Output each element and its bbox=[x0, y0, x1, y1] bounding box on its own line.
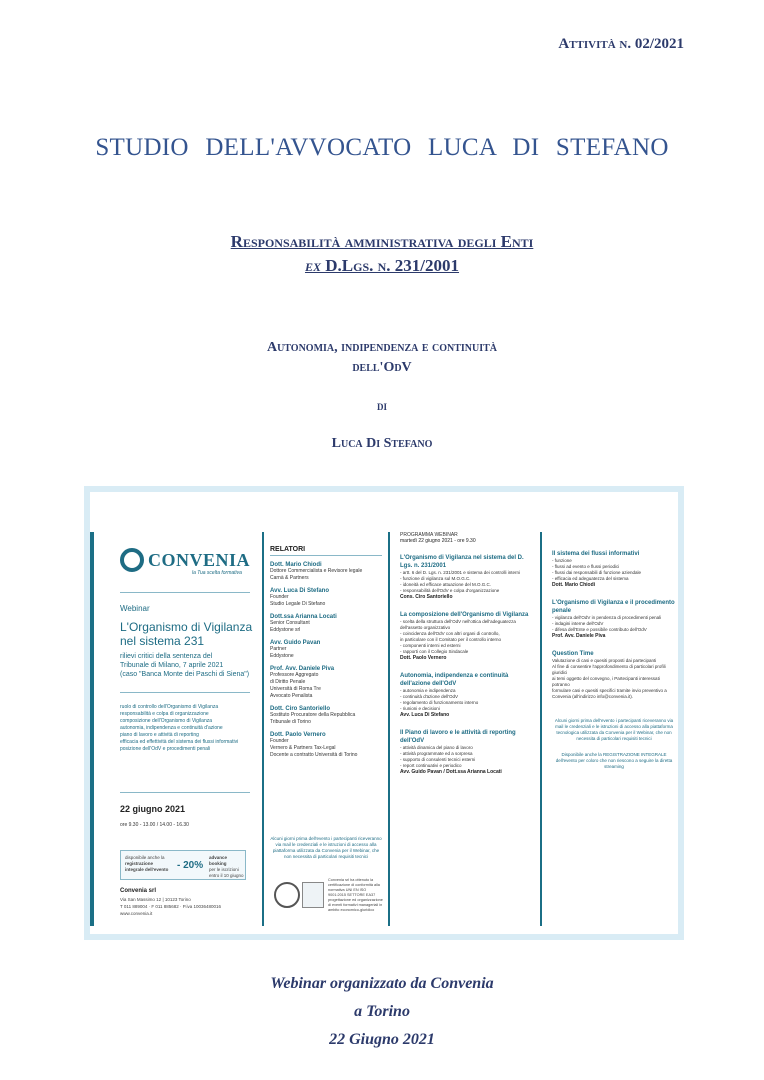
speaker-name: Dott. Mario Chiodi bbox=[270, 562, 322, 568]
webinar-date: 22 giugno 2021 bbox=[120, 804, 186, 814]
session-title: La composizione dell'Organismo di Vigilanza bbox=[400, 612, 529, 618]
promo-percent: - 20% bbox=[177, 860, 204, 871]
program-date: martedì 22 giugno 2021 - ore 9.30 bbox=[400, 538, 476, 544]
session-item: - scelta della struttura dell'OdV nell'ottica dell'adeguatezza bbox=[400, 619, 516, 624]
speakers-list bbox=[270, 562, 382, 759]
webinar-subtitle bbox=[120, 652, 249, 679]
session-speaker: Dott. Paolo Vernero bbox=[400, 655, 447, 661]
speakers-column bbox=[270, 546, 382, 759]
certification-seal bbox=[274, 882, 300, 908]
session-item: - flussi dai responsabili di funzione aziendale bbox=[552, 570, 642, 575]
company-web: www.convenia.it bbox=[120, 911, 153, 916]
topic-7: posizione dell'OdV e procedimenti penali bbox=[120, 746, 211, 752]
session-title: Il Piano di lavoro e le attività di reporting dell'OdV bbox=[400, 730, 516, 744]
subject-heading bbox=[0, 230, 764, 278]
flyer-separator bbox=[120, 592, 250, 593]
session-item: - idoneità ed efficace attuazione del M.O.G.C. bbox=[400, 582, 491, 587]
topic-6: efficacia ed effettività del sistema dei flussi informativi bbox=[120, 739, 239, 745]
speaker-role: Docente a contratto Università di Torino bbox=[270, 752, 358, 758]
access-note: Alcuni giorni prima dell'evento i partecipanti riceveranno via mail le credenziali e le istruzioni di accesso alla piattaforma utilizzata da Convenia per il Webinar, che non necessita di particolari requisiti tecnici bbox=[270, 836, 382, 859]
speaker-name: Avv. Luca Di Stefano bbox=[270, 588, 330, 594]
session-item: - supporto di consulenti tecnici esterni bbox=[400, 757, 476, 762]
by-label: di bbox=[376, 398, 387, 413]
footer-line-1: Webinar organizzato da Convenia bbox=[270, 975, 494, 992]
session-item: - funzione di vigilanza sul M.O.G.C. bbox=[400, 576, 471, 581]
session-title: Question Time bbox=[552, 651, 594, 657]
promo-left-2: registrazione bbox=[125, 861, 154, 866]
flyer-left-bar bbox=[90, 532, 94, 926]
session-speaker: Avv. Luca Di Stefano bbox=[400, 712, 450, 718]
promo-right-2: per le iscrizioni bbox=[209, 867, 239, 872]
speaker-role: Partner bbox=[270, 646, 287, 652]
promo-right-1: advance booking bbox=[209, 855, 228, 866]
session-item: - indagini interne dell'OdV bbox=[552, 621, 604, 626]
session-item: - flussi ad evento e flussi periodici bbox=[552, 564, 620, 569]
webinar-hours: ore 9.30 - 13.00 / 14.00 - 16.30 bbox=[120, 822, 189, 828]
convenia-brand: CONVENIA bbox=[148, 550, 251, 570]
promo-left bbox=[125, 855, 171, 873]
speaker-role: Dottore Commercialista e Revisore legale bbox=[270, 568, 363, 574]
session-item: - coincidenza dell'OdV con altri organi di controllo, bbox=[400, 631, 500, 636]
subject-line-2 bbox=[305, 256, 459, 275]
session-item: - responsabilità dell'OdV e colpa d'organizzazione bbox=[400, 588, 500, 593]
speaker-role: Founder bbox=[270, 594, 289, 600]
session-item: formulare casi e quesiti specifici tramite invio preventivo a bbox=[552, 688, 667, 693]
program-list bbox=[400, 554, 532, 776]
speaker-role: Professore Aggregato bbox=[270, 672, 319, 678]
author-name: Luca Di Stefano bbox=[331, 436, 433, 451]
webinar-sub-3: (caso "Banca Monte dei Paschi di Siena") bbox=[120, 671, 250, 678]
program-column-right bbox=[552, 540, 676, 770]
company-phones: T 011 889004 · F 011 885682 · P.iva 10036480016 bbox=[120, 904, 221, 909]
session-item: - artt. 6 del D. Lgs. n. 231/2001 e sistema dei controlli interni bbox=[400, 570, 521, 575]
session-item: - efficacia ed adeguatezza del sistema bbox=[552, 576, 629, 581]
topic-5: piano di lavoro e attività di reporting bbox=[120, 732, 199, 738]
session-title: Il sistema dei flussi informativi bbox=[552, 551, 640, 557]
speaker-role: Carnà & Partners bbox=[270, 575, 309, 581]
topic-2: responsabilità e colpa di organizzazione bbox=[120, 711, 209, 717]
session-item: dell'assetto organizzativo bbox=[400, 625, 451, 630]
topic-3: composizione dell'Organismo di Vigilanza bbox=[120, 718, 213, 724]
speaker-role: di Diritto Penale bbox=[270, 679, 306, 685]
session-item: - funzione bbox=[552, 558, 572, 563]
footer-line-2: a Torino bbox=[354, 1003, 410, 1020]
session-item: - attività programmate ed a sorpresa bbox=[400, 751, 473, 756]
promo-left-1: disponibile anche la bbox=[125, 855, 165, 860]
convenia-logo bbox=[120, 548, 270, 580]
right-access-note: Alcuni giorni prima dell'evento i partecipanti riceveranno via mail le credenziali e le istruzioni di accesso alla piattaforma tecnologica utilizzata da Convenia per il Webinar, che non necessita di particolari requisiti tecnici bbox=[554, 718, 674, 741]
speaker-name: Dott.ssa Arianna Locati bbox=[270, 614, 337, 620]
speaker-name: Prof. Avv. Daniele Piva bbox=[270, 666, 335, 672]
webinar-flyer bbox=[84, 486, 684, 940]
topic-line-2: dell'OdV bbox=[352, 360, 412, 375]
flyer-divider-1 bbox=[262, 532, 264, 926]
program-column bbox=[400, 532, 532, 776]
flyer-separator-2 bbox=[120, 692, 250, 693]
webinar-sub-2: Tribunale di Milano, 7 aprile 2021 bbox=[120, 662, 224, 669]
promo-box bbox=[120, 850, 246, 880]
company-address: Via San Massimo 12 | 10123 Torino bbox=[120, 897, 191, 902]
promo-right bbox=[209, 855, 245, 879]
webinar-title bbox=[120, 620, 252, 648]
webinar-topics bbox=[120, 704, 238, 753]
promo-right-3: entro il 10 giugno bbox=[209, 873, 244, 878]
session-speaker: Dott. Mario Chiodi bbox=[552, 582, 596, 588]
promo-left-3: integrale dell'evento bbox=[125, 867, 169, 872]
convenia-tagline: la Tua scelta formativa bbox=[192, 570, 242, 576]
webinar-label: Webinar bbox=[120, 604, 150, 613]
session-item: - regolamento di funzionamento interno bbox=[400, 700, 479, 705]
company-name: Convenia srl bbox=[120, 888, 157, 894]
speaker-role: Avvocato Penalista bbox=[270, 693, 313, 699]
session-title: Autonomia, indipendenza e continuità dell'azione dell'OdV bbox=[400, 673, 509, 687]
topic-4: autonomia, indipendenza e continuità d'azione bbox=[120, 725, 223, 731]
session-item: Valutazione di casi e quesiti proposti dai partecipanti bbox=[552, 658, 657, 663]
session-title: L'Organismo di Vigilanza nel sistema del D. Lgs. n. 231/2001 bbox=[400, 555, 524, 569]
flyer-separator-3 bbox=[120, 792, 250, 793]
activity-number: Attività n. 02/2021 bbox=[558, 36, 684, 52]
program-right-list bbox=[552, 550, 676, 700]
session-item: Al fine di consentire l'approfondimento di particolari profili giuridici bbox=[552, 664, 666, 675]
footer-line-3: 22 Giugno 2021 bbox=[329, 1031, 435, 1048]
subject-ex: ex bbox=[304, 256, 321, 275]
session-item: ai temi oggetto del convegno, i Partecipanti interessati potranno bbox=[552, 676, 660, 687]
speaker-name: Avv. Guido Pavan bbox=[270, 640, 321, 646]
session-item: in particolare con il Comitato per il controllo interno bbox=[400, 637, 502, 642]
certification-note: Convenia srl ha ottenuto la certificazione di conformità alla normativa UNI EN ISO 9001:2015 SETTORE EA37 progettazione ed organizzazione di eventi formativi manageriali in ambito economico-giuridico bbox=[328, 878, 383, 912]
session-item: - vigilanza dell'OdV in pendenza di procedimenti penali bbox=[552, 615, 662, 620]
speaker-role: Sostituto Procuratore della Repubblica bbox=[270, 712, 356, 718]
speaker-role: Eddystone srl bbox=[270, 627, 301, 633]
subject-line-1: Responsabilità amministrativa degli Enti bbox=[230, 232, 534, 251]
topic-line-1: Autonomia, indipendenza e continuità bbox=[266, 340, 498, 355]
convenia-logo-icon bbox=[120, 548, 144, 572]
speaker-role: Founder bbox=[270, 738, 289, 744]
speaker-name: Dott. Paolo Vernero bbox=[270, 732, 326, 738]
program-label: PROGRAMMA WEBINAR bbox=[400, 532, 458, 538]
right-recording-note: Disponibile anche la REGISTRAZIONE INTEGRALE dell'evento per coloro che non riescono a seguire la diretta streaming bbox=[555, 752, 673, 769]
session-speaker: Cons. Ciro Santoriello bbox=[400, 594, 453, 600]
session-item: - autonomia e indipendenza bbox=[400, 688, 456, 693]
session-item: - attività dinamica del piano di lavoro bbox=[400, 745, 473, 750]
speaker-name: Dott. Ciro Santoriello bbox=[270, 706, 330, 712]
topic-heading bbox=[0, 338, 764, 378]
session-speaker: Avv. Guido Pavan / Dott.ssa Arianna Locati bbox=[400, 769, 502, 775]
speaker-role: Eddystone bbox=[270, 653, 294, 659]
session-item: - componenti interni ed esterni bbox=[400, 643, 461, 648]
studio-heading: STUDIO DELL'AVVOCATO LUCA DI STEFANO bbox=[95, 134, 669, 161]
session-title: L'Organismo di Vigilanza e il procedimento penale bbox=[552, 600, 675, 614]
webinar-sub-1: rilievi critici della sentenza del bbox=[120, 653, 213, 660]
session-item: - rapporti con il Collegio Sindacale bbox=[400, 649, 469, 654]
flyer-divider-2 bbox=[388, 532, 390, 926]
speaker-role: Università di Roma Tre bbox=[270, 686, 321, 692]
session-item: - continuità d'azione dell'OdV bbox=[400, 694, 459, 699]
speaker-role: Vernero & Partners Tax-Legal bbox=[270, 745, 336, 751]
session-item: - difesa dell'Ente e possibile contributo dell'OdV bbox=[552, 627, 647, 632]
session-speaker: Prof. Avv. Daniele Piva bbox=[552, 633, 606, 639]
flyer-divider-3 bbox=[540, 532, 542, 926]
speaker-role: Studio Legale Di Stefano bbox=[270, 601, 326, 607]
speakers-title: RELATORI bbox=[270, 546, 382, 556]
webinar-title-2: nel sistema 231 bbox=[120, 634, 205, 648]
subject-law: D.Lgs. n. 231/2001 bbox=[321, 256, 460, 275]
session-item: Convenia (all'indirizzo info@convenia.it). bbox=[552, 694, 633, 699]
session-item: - riunioni e decisioni bbox=[400, 706, 440, 711]
certification-logo bbox=[302, 882, 324, 908]
webinar-title-1: L'Organismo di Vigilanza bbox=[120, 620, 253, 634]
speaker-role: Tribunale di Torino bbox=[270, 719, 311, 725]
topic-1: ruolo di controllo dell'Organismo di Vigilanza bbox=[120, 704, 219, 710]
session-item: - report continuativi e periodico bbox=[400, 763, 462, 768]
footer bbox=[0, 970, 764, 1054]
speaker-role: Senior Consultant bbox=[270, 620, 310, 626]
